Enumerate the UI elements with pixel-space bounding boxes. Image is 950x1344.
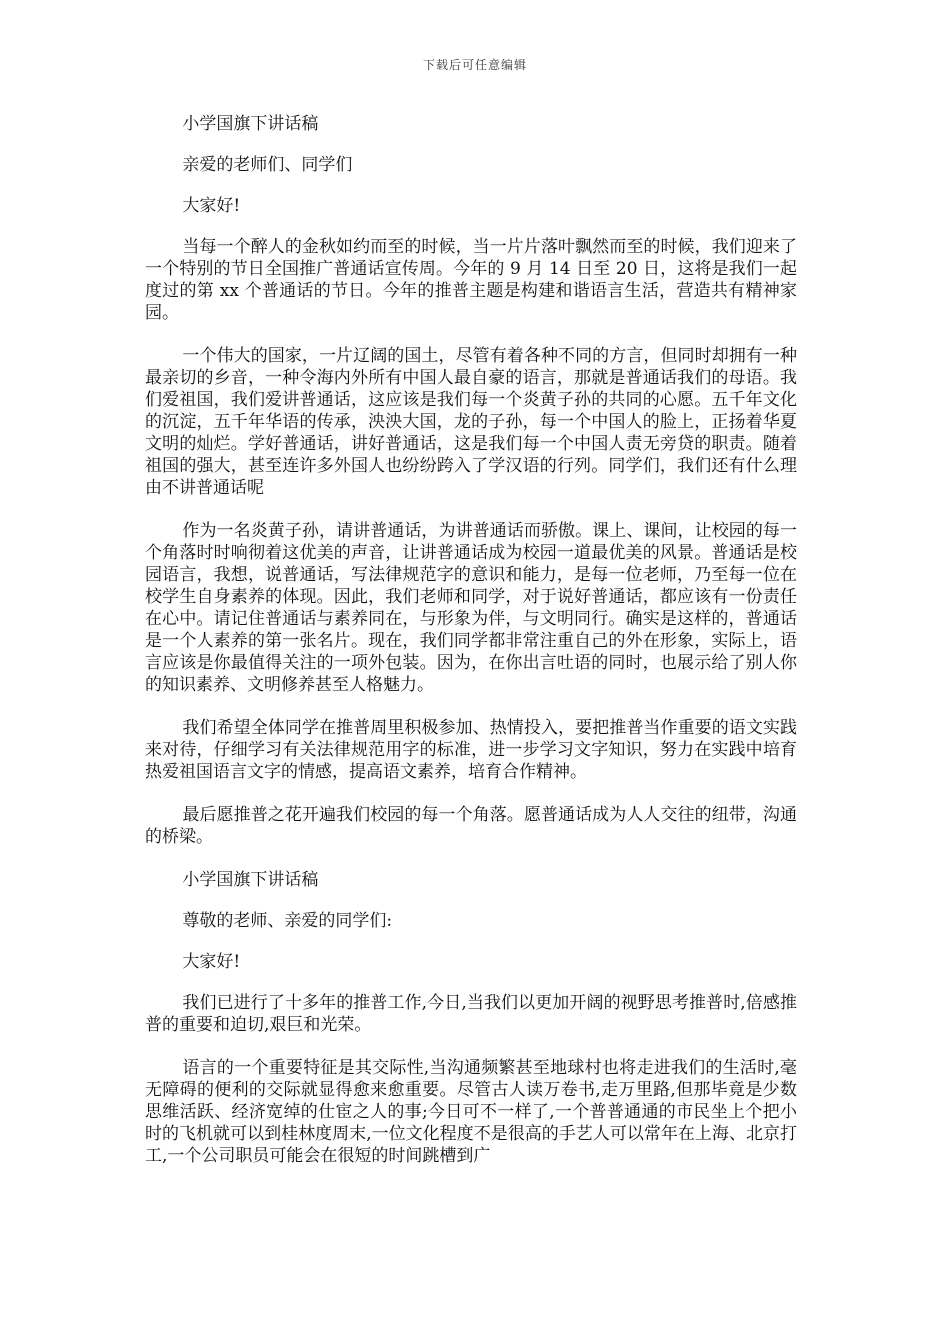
body-paragraph: 一个伟大的国家，一片辽阔的国土，尽管有着各种不同的方言，但同时却拥有一种最亲切的乡音，一种令海内外所有中国人最自豪的语言，那就是普通话我们的母语。我们爱祖国，我们爱讲普通话，这应该是我们每一个炎黄子孙的共同的心愿。五千年文化的沉淀，五千年华语的传承，泱泱大国，龙的子孙，每一个中国人的脸上，正扬着华夏文明的灿烂。学好普通话，讲好普通话，这是我们每一个中国人责无旁贷的职责。随着祖国的强大，甚至连许多外国人也纷纷跨入了学汉语的行列。同学们，我们还有什么理由不讲普通话呢 (145, 346, 797, 498)
page-header: 下载后可任意编辑 (422, 58, 527, 72)
salutation: 亲爱的老师们、同学们 (182, 155, 353, 175)
greeting: 大家好! (182, 952, 241, 972)
body-paragraph: 我们已进行了十多年的推普工作,今日,当我们以更加开阔的视野思考推普时,倍感推普的重要和迫切,艰巨和光荣。 (145, 993, 797, 1035)
body-paragraph: 当每一个醉人的金秋如约而至的时候，当一片片落叶飘然而至的时候，我们迎来了一个特别的节日全国推广普通话宣传周。今年的 9 月 14 日至 20 日，这将是我们一起度过的第 xx 个普通话的节日。今年的推普主题是构建和谐语言生活，营造共有精神家园。 (145, 237, 797, 323)
speech-title: 小学国旗下讲话稿 (182, 870, 319, 890)
body-paragraph: 我们希望全体同学在推普周里积极参加、热情投入，要把推普当作重要的语文实践来对待，仔细学习有关法律规范用字的标准，进一步学习文字知识，努力在实践中培育热爱祖国语言文字的情感，提高语文素养，培育合作精神。 (145, 718, 797, 782)
salutation: 尊敬的老师、亲爱的同学们: (182, 911, 393, 931)
body-paragraph: 最后愿推普之花开遍我们校园的每一个角落。愿普通话成为人人交往的纽带，沟通的桥梁。 (145, 805, 797, 847)
body-paragraph: 作为一名炎黄子孙，请讲普通话，为讲普通话而骄傲。课上、课间，让校园的每一个角落时时响彻着这优美的声音，让讲普通话成为校园一道最优美的风景。普通话是校园语言，我想，说普通话，写法律规范字的意识和能力，是每一位老师，乃至每一位在校学生自身素养的体现。因此，我们老师和同学，对于说好普通话，都应该有一份责任在心中。请记住普通话与素养同在，与形象为伴，与文明同行。确实是这样的，普通话是一个人素养的第一张名片。现在，我们同学都非常注重自己的外在形象，实际上，语言应该是你最值得关注的一项外包装。因为，在你出言吐语的同时，也展示给了别人你的知识素养、文明修养甚至人格魅力。 (145, 521, 797, 695)
greeting: 大家好! (182, 196, 241, 216)
body-paragraph: 语言的一个重要特征是其交际性,当沟通频繁甚至地球村也将走进我们的生活时,毫无障碍的便利的交际就显得愈来愈重要。尽管古人读万卷书,走万里路,但那毕竟是少数思维活跃、经济宽绰的仕宦之人的事;今日可不一样了,一个普普通通的市民坐上个把小时的飞机就可以到桂林度周末,一位文化程度不是很高的手艺人可以常年在上海、北京打工,一个公司职员可能会在很短的时间跳槽到广 (145, 1058, 797, 1166)
speech-title: 小学国旗下讲话稿 (182, 114, 319, 134)
document-body (145, 113, 797, 1188)
